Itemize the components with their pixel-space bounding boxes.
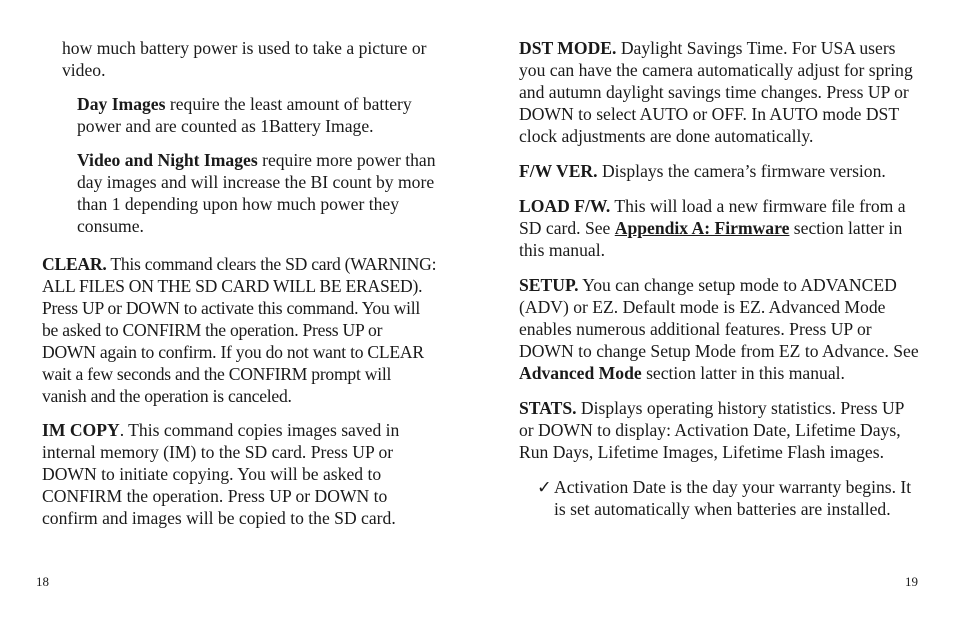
video-night-images-term: Video and Night Images bbox=[77, 150, 258, 170]
clear-term: CLEAR. bbox=[42, 254, 107, 274]
dst-mode-paragraph bbox=[519, 37, 919, 147]
day-images-term: Day Images bbox=[77, 94, 166, 114]
left-page-column bbox=[42, 37, 438, 529]
fw-ver-term: F/W VER. bbox=[519, 161, 598, 181]
dst-mode-text: Daylight Savings Time. For USA users you can have the camera automatically adjust for spring and autumn daylight savings time changes. Press UP or DOWN to select AUTO or OFF. In AUTO mode DST clock adjustments are done automatically. bbox=[519, 38, 913, 146]
load-fw-term: LOAD F/W. bbox=[519, 196, 611, 216]
appendix-a-firmware-link[interactable]: Appendix A: Firmware bbox=[614, 218, 790, 238]
right-page-column bbox=[519, 37, 919, 520]
fw-ver-paragraph bbox=[519, 160, 919, 182]
setup-text-before: You can change setup mode to ADVANCED (ADV) or EZ. Default mode is EZ. Advanced Mode enables numerous additional features. Press UP or DOWN to change Setup Mode from EZ to Advance. See bbox=[519, 275, 919, 361]
im-copy-text: . This command copies images saved in internal memory (IM) to the SD card. Press UP or DOWN to initiate copying. You will be asked to CONFIRM the operation. Press UP or DOWN to confirm and images will be copied to the SD card. bbox=[42, 420, 400, 528]
activation-date-text: Activation Date is the day your warranty begins. It is set automatically when batteries are installed. bbox=[554, 477, 912, 519]
activation-date-note bbox=[519, 476, 919, 520]
setup-term: SETUP. bbox=[519, 275, 579, 295]
setup-paragraph bbox=[519, 274, 919, 384]
page-number-right: 19 bbox=[905, 574, 918, 589]
page-number-left: 18 bbox=[36, 574, 49, 589]
fw-ver-text: Displays the camera’s firmware version. bbox=[597, 161, 886, 181]
video-night-images-text: require more power than day images and will increase the BI count by more than 1 depending upon how much power they consume. bbox=[77, 150, 436, 236]
checkmark-icon: ✓ bbox=[537, 477, 552, 497]
setup-text-after: section latter in this manual. bbox=[641, 363, 845, 383]
stats-term: STATS. bbox=[519, 398, 577, 418]
load-fw-paragraph bbox=[519, 195, 919, 261]
dst-mode-term: DST MODE. bbox=[519, 38, 617, 58]
load-fw-text-before: This will load a new firmware file from a SD card. See bbox=[519, 196, 906, 238]
day-images-text: require the least amount of battery power and are counted as 1Battery Image. bbox=[77, 94, 412, 136]
video-night-images-paragraph bbox=[77, 149, 438, 237]
load-fw-text-after: section latter in this manual. bbox=[519, 218, 903, 260]
stats-paragraph bbox=[519, 397, 919, 463]
stats-text: Displays operating history statistics. Press UP or DOWN to display: Activation Date, Lifetime Days, Run Days, Lifetime Images, Lifetime Flash images. bbox=[519, 398, 904, 462]
clear-paragraph bbox=[42, 253, 438, 407]
advanced-mode-reference: Advanced Mode bbox=[519, 363, 642, 383]
im-copy-paragraph bbox=[42, 419, 438, 529]
im-copy-term: IM COPY bbox=[42, 420, 120, 440]
clear-text: This command clears the SD card (WARNING: ALL FILES ON THE SD CARD WILL BE ERASED). Press UP or DOWN to activate this command. You will be asked to CONFIRM the operation. Press UP or DOWN again to confirm. If you do not want to CLEAR wait a few seconds and the CONFIRM prompt will vanish and the operation is canceled. bbox=[42, 254, 437, 406]
battery-intro-paragraph: how much battery power is used to take a picture or video. bbox=[62, 38, 427, 80]
day-images-paragraph bbox=[77, 93, 438, 137]
